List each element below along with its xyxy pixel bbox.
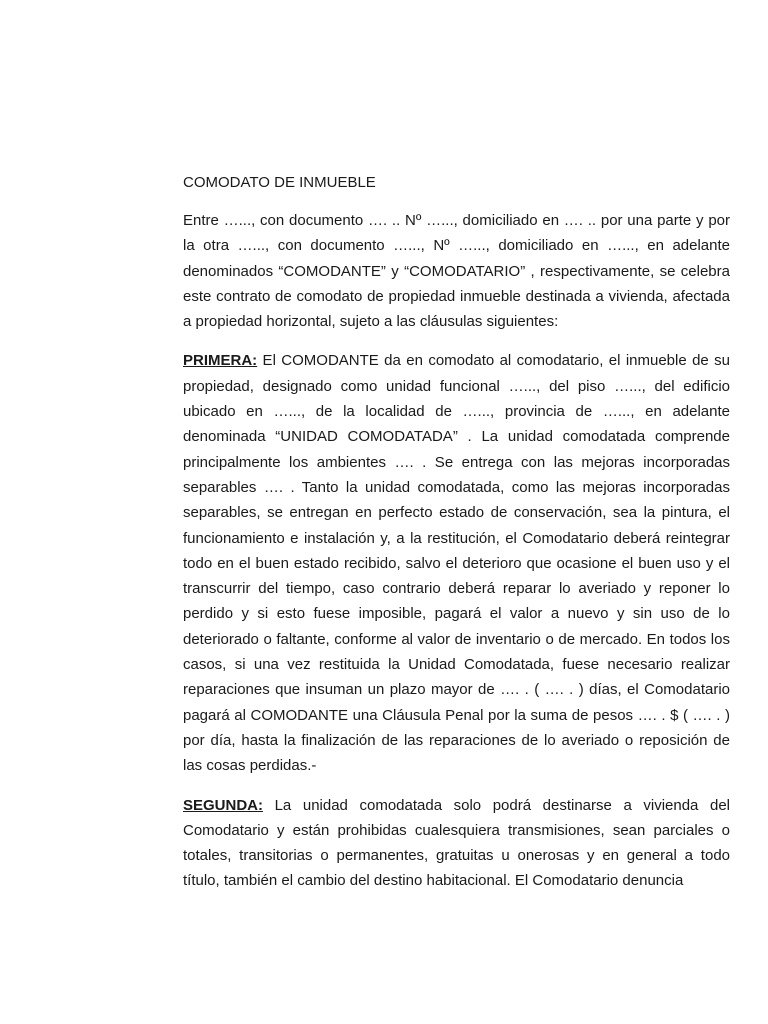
document-body <box>183 170 730 908</box>
document-title: COMODATO DE INMUEBLE <box>183 174 376 191</box>
clause-segunda <box>183 793 730 894</box>
clause-segunda-text: La unidad comodatada solo podrá destinarse a vivienda del Comodatario y están prohibidas cualesquiera transmisiones, sean parciales o totales, transitorias o permanentes, gratuitas u onerosas y en general a todo título, también el cambio del destino habitacional. El Comodatario denuncia <box>183 796 730 890</box>
clause-primera-text: El COMODANTE da en comodato al comodatario, el inmueble de su propiedad, designado como unidad funcional …..., del piso …..., del edificio ubicado en …..., de la localidad de …..., provincia de …..., en adelante denominada “UNIDAD COMODATADA” . La unidad comodatada comprende principalmente los ambientes …. . Se entrega con las mejoras incorporadas separables …. . Tanto la unidad comodatada, como las mejoras incorporadas separables, se entregan en perfecto estado de conservación, sea la pintura, el funcionamiento e instalación y, a la restitución, el Comodatario deberá reintegrar todo en el buen estado recibido, salvo el deterioro que ocasione el buen uso y el transcurrir del tiempo, caso contrario deberá reparar lo averiado y reponer lo perdido y si esto fuese imposible, pagará el valor a nuevo y sin uso de lo deteriorado o faltante, conforme al valor de inventario o de mercado. En todos los casos, si una vez restituida la Unidad Comodatada, fuese necesario realizar reparaciones que insuman un plazo mayor de …. . ( …. . ) días, el Comodatario pagará al COMODANTE una Cláusula Penal por la suma de pesos …. . $ ( …. . ) por día, hasta la finalización de las reparaciones de lo averiado o reposición de las cosas perdidas.- <box>183 352 730 775</box>
clause-segunda-heading: SEGUNDA: <box>183 796 264 814</box>
clause-primera <box>183 348 730 778</box>
intro-paragraph: Entre …..., con documento …. .. Nº …..., domiciliado en …. .. por una parte y por la otra …..., con documento …..., Nº …..., domiciliado en …..., en adelante denominados “COMODANTE” y “COMODATARIO” , respectivamente, se celebra este contrato de comodato de propiedad inmueble destinada a vivienda, afectada a propiedad horizontal, sujeto a las cláusulas siguientes: <box>183 212 730 331</box>
clause-primera-heading: PRIMERA: <box>183 352 258 370</box>
